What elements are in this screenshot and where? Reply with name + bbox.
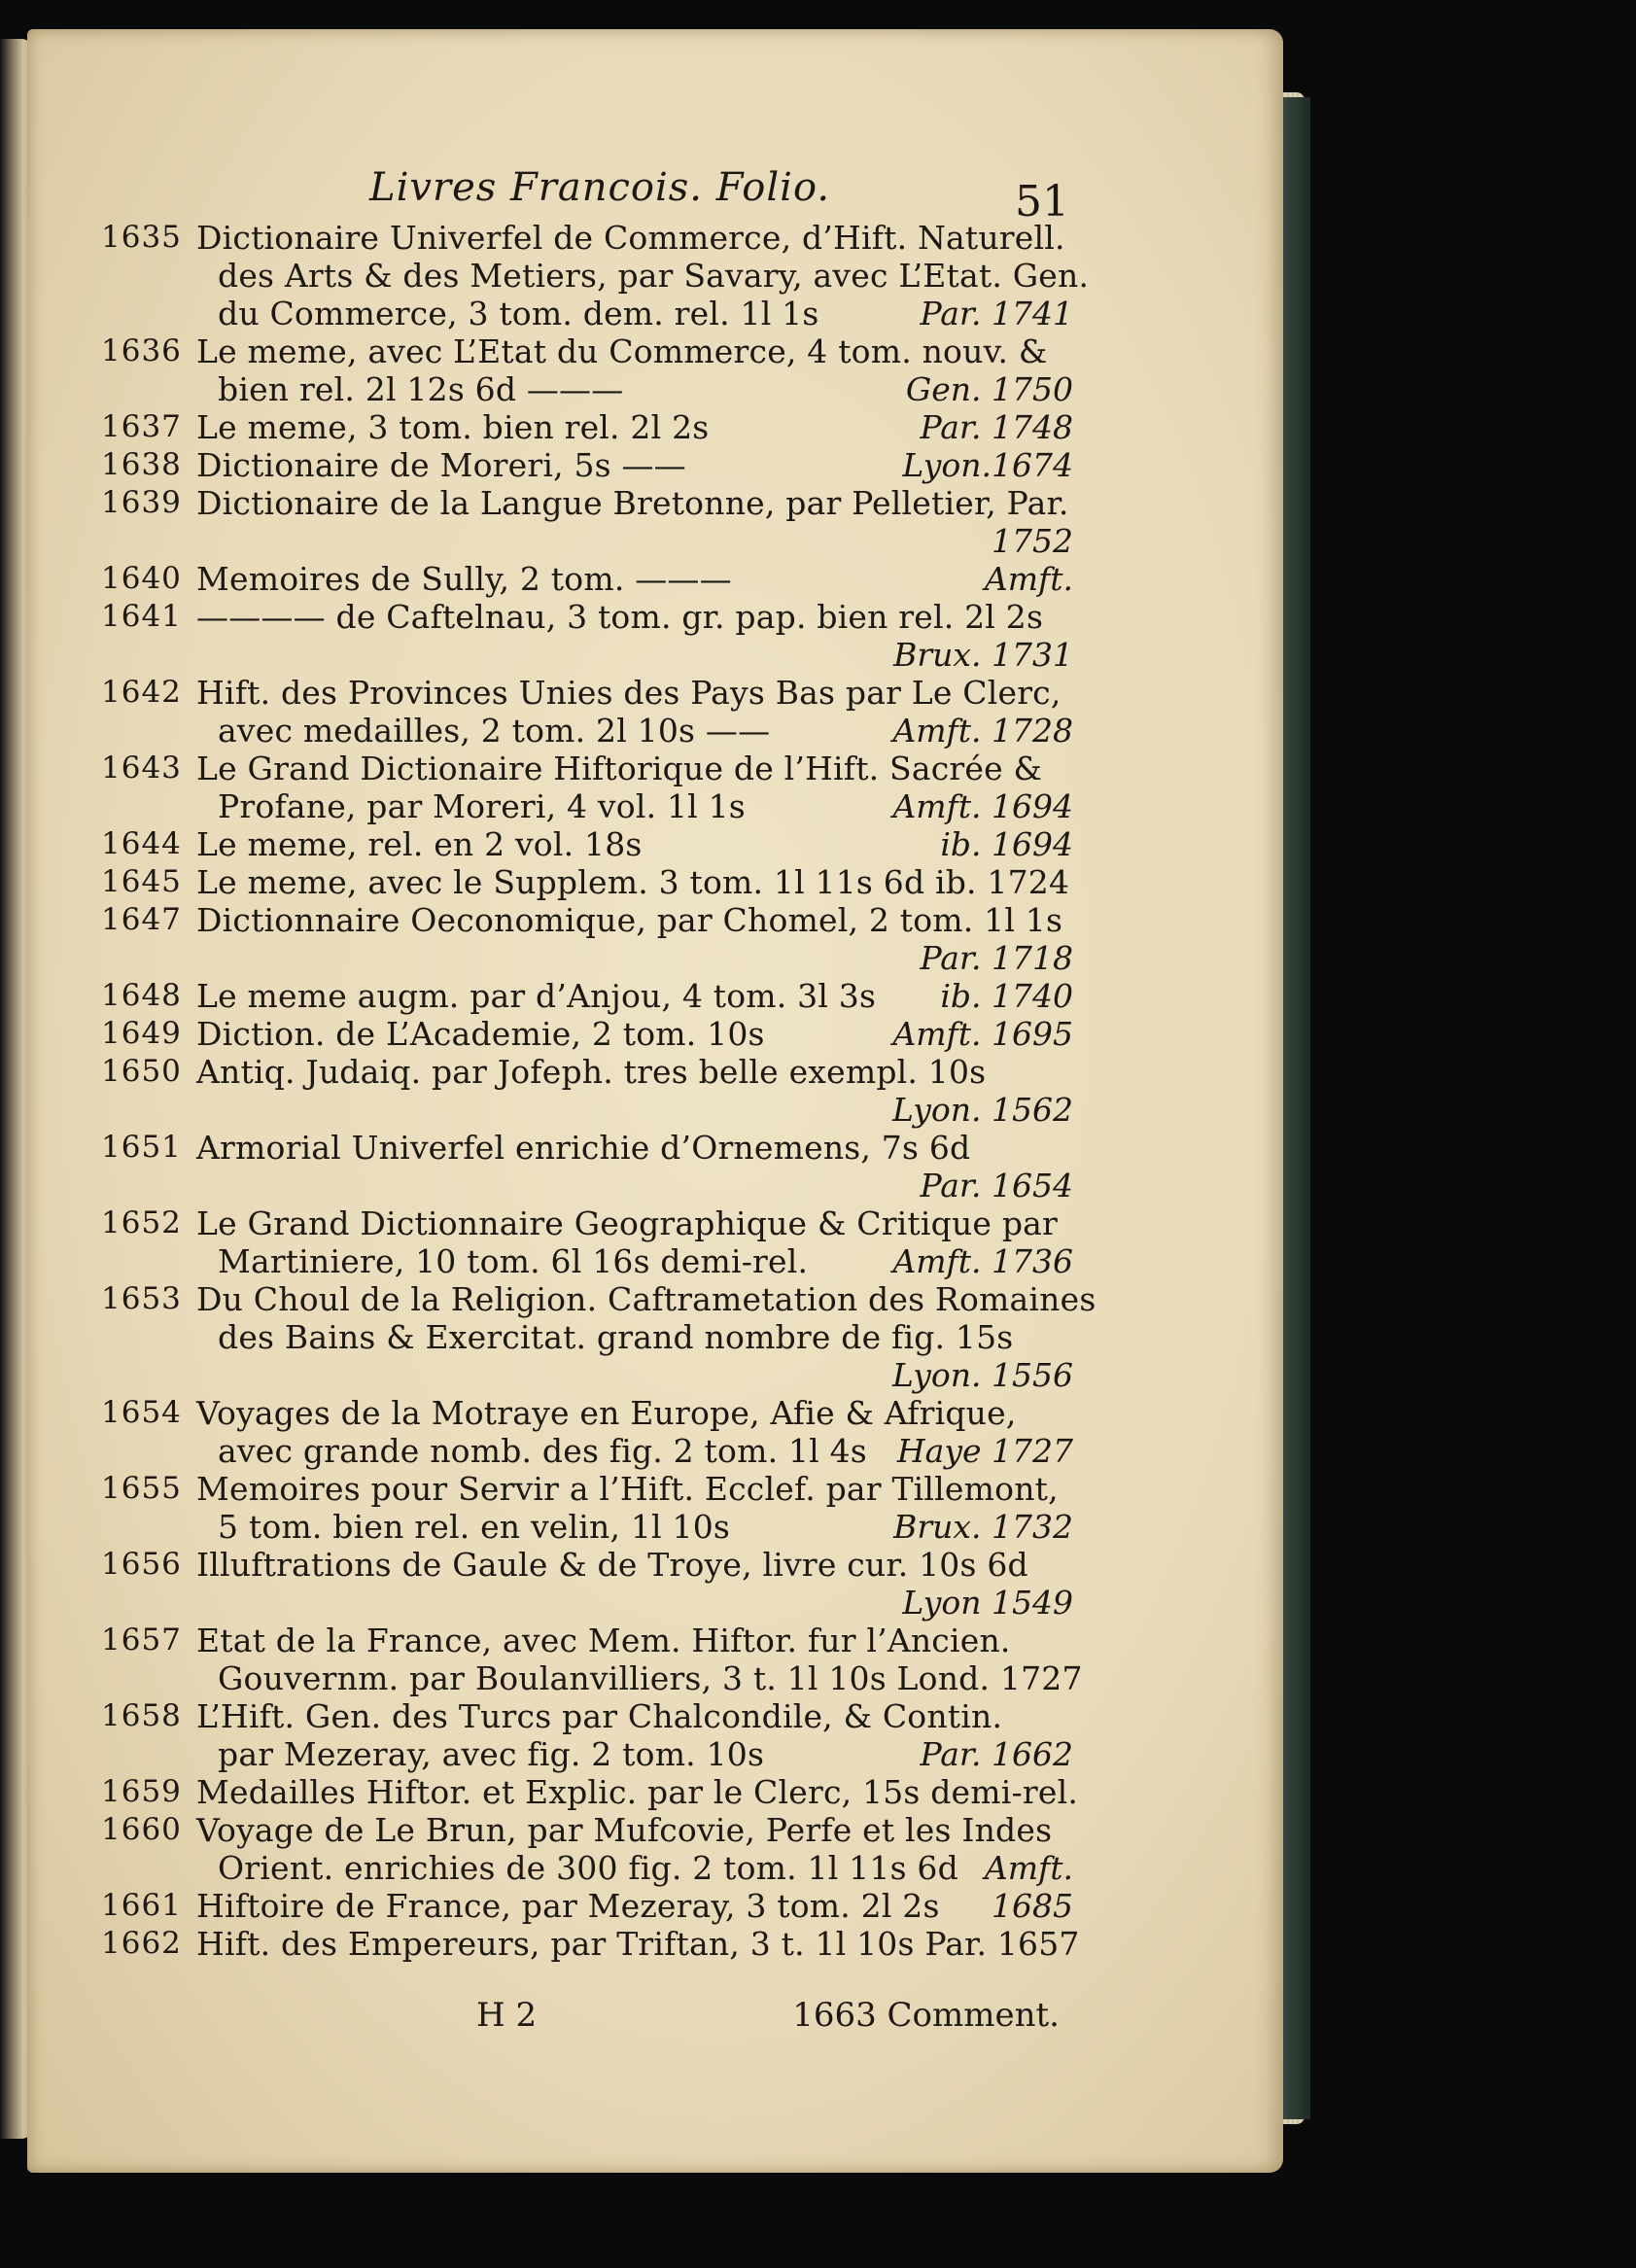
imprint-place-year: Amft. 1728: [892, 712, 1073, 750]
entry-text: du Commerce, 3 tom. dem. rel. 1l 1s: [218, 295, 819, 332]
entry-text: Le Grand Dictionaire Hiftorique de l’Hift. Sacrée &: [196, 750, 1043, 787]
catalogue-line: [101, 787, 1073, 825]
entry-text: Le meme, avec le Supplem. 3 tom. 1l 11s 6d ib. 1724: [196, 863, 1070, 901]
imprint-place-year: 1752: [992, 522, 1073, 560]
lot-number: 1650: [101, 1054, 182, 1089]
entry-text: Le meme augm. par d’Anjou, 4 tom. 3l 3s: [196, 977, 877, 1015]
catalogue-line: [101, 977, 1073, 1015]
catalogue-line: [101, 522, 1073, 560]
lot-number: 1641: [101, 599, 182, 634]
catalogue-line: [101, 1394, 1073, 1432]
catalogue-line: [101, 939, 1073, 977]
lot-number: 1636: [101, 333, 182, 368]
entry-text: Dictionaire Univerfel de Commerce, d’Hift. Naturell.: [196, 219, 1065, 257]
lot-number: 1645: [101, 864, 182, 899]
entry-text: Profane, par Moreri, 4 vol. 1l 1s: [218, 787, 746, 825]
entry-text: Diction. de L’Academie, 2 tom. 10s: [196, 1015, 765, 1053]
entry-text: Hift. des Empereurs, par Triftan, 3 t. 1l 10s Par. 1657: [196, 1925, 1080, 1963]
lot-number: 1644: [101, 826, 182, 861]
lot-number: 1657: [101, 1622, 182, 1657]
imprint-place-year: Amft. 1694: [892, 787, 1073, 825]
running-header: [369, 156, 1089, 227]
imprint-place-year: Par. 1718: [920, 939, 1073, 977]
catalogue-line: [101, 1735, 1073, 1773]
catalogue-line: [101, 257, 1090, 295]
catalogue-line: [101, 598, 1073, 636]
imprint-place-year: Brux. 1732: [893, 1508, 1073, 1546]
lot-number: 1651: [101, 1130, 182, 1165]
imprint-place-year: Lyon.1674: [902, 446, 1073, 484]
lot-number: 1656: [101, 1547, 182, 1582]
imprint-place-year: Amft.: [984, 560, 1073, 598]
entry-text: avec medailles, 2 tom. 2l 10s ——: [218, 712, 771, 750]
catalogue-line: [101, 1697, 1073, 1735]
lot-number: 1652: [101, 1205, 182, 1240]
entry-text: Memoires de Sully, 2 tom. ———: [196, 560, 732, 598]
catalogue-line: [101, 1849, 1073, 1887]
imprint-place-year: Amft. 1695: [892, 1015, 1073, 1053]
catalogue-line: [101, 1204, 1073, 1242]
entry-text: avec grande nomb. des fig. 2 tom. 1l 4s: [218, 1432, 867, 1470]
catalogue-line: [101, 674, 1073, 712]
catalogue-line: [101, 863, 1073, 901]
entry-text: bien rel. 2l 12s 6d ———: [218, 370, 624, 408]
entry-text: Le meme, rel. en 2 vol. 18s: [196, 825, 643, 863]
catalogue-line: [101, 1546, 1073, 1584]
entry-text: Dictionnaire Oeconomique, par Chomel, 2 tom. 1l 1s: [196, 901, 1063, 939]
catalogue-line: [101, 219, 1073, 257]
entry-text: Gouvernm. par Boulanvilliers, 3 t. 1l 10s Lond. 1727: [218, 1659, 1083, 1697]
catalogue-line: [101, 1053, 1073, 1091]
lot-number: 1653: [101, 1281, 182, 1316]
lot-number: 1637: [101, 409, 182, 444]
imprint-place-year: Par. 1748: [920, 408, 1073, 446]
catalogue-line: [101, 1432, 1073, 1470]
lot-number: 1649: [101, 1016, 182, 1051]
catalogue-line: [101, 1356, 1073, 1394]
catalogue-line: [101, 1925, 1080, 1963]
catalogue-line: [101, 446, 1073, 484]
lot-number: 1654: [101, 1395, 182, 1430]
catalogue-line: [101, 1470, 1073, 1508]
catalogue-line: [101, 1167, 1073, 1204]
lot-number: 1643: [101, 750, 182, 785]
catalogue-line: [101, 1280, 1096, 1318]
catalogue-line: [101, 1622, 1073, 1659]
catalogue-line: [101, 1508, 1073, 1546]
entry-text: par Mezeray, avec fig. 2 tom. 10s: [218, 1735, 765, 1773]
catalogue-line: [101, 825, 1073, 863]
entry-text: Orient. enrichies de 300 fig. 2 tom. 1l 11s 6d: [218, 1849, 958, 1887]
catalogue-line: [101, 1091, 1073, 1129]
entry-text: Du Choul de la Religion. Caftrametation des Romaines: [196, 1280, 1096, 1318]
lot-number: 1640: [101, 561, 182, 596]
entry-text: Medailles Hiftor. et Explic. par le Clerc, 15s demi-rel.: [196, 1773, 1079, 1811]
lot-number: 1648: [101, 978, 182, 1013]
catalogue-line: [101, 1584, 1073, 1622]
lot-number: 1642: [101, 675, 182, 710]
catalogue-line: [101, 636, 1073, 674]
entry-text: Le meme, 3 tom. bien rel. 2l 2s: [196, 408, 710, 446]
catalogue-entries: [101, 219, 1096, 1963]
entry-text: 5 tom. bien rel. en velin, 1l 10s: [218, 1508, 731, 1546]
catalogue-line: [101, 408, 1073, 446]
imprint-place-year: Par. 1741: [920, 295, 1073, 332]
lot-number: 1638: [101, 447, 182, 482]
imprint-place-year: Lyon. 1562: [891, 1091, 1073, 1129]
imprint-place-year: Gen. 1750: [905, 370, 1073, 408]
entry-text: Le meme, avec L’Etat du Commerce, 4 tom. nouv. &: [196, 332, 1048, 370]
imprint-place-year: Haye 1727: [896, 1432, 1073, 1470]
catalogue-line: [101, 1015, 1073, 1053]
imprint-place-year: ib. 1740: [940, 977, 1073, 1015]
imprint-place-year: Amft. 1736: [892, 1242, 1073, 1280]
entry-text: L’Hift. Gen. des Turcs par Chalcondile, & Contin.: [196, 1697, 1003, 1735]
entry-text: Le Grand Dictionnaire Geographique & Critique par: [196, 1204, 1059, 1242]
signature-mark: H 2: [476, 1996, 538, 2035]
lot-number: 1655: [101, 1471, 182, 1506]
catalogue-line: [101, 1242, 1073, 1280]
header-title: Livres Francois. Folio.: [369, 165, 831, 210]
imprint-place-year: Par. 1662: [920, 1735, 1073, 1773]
entry-text: Voyages de la Motraye en Europe, Afie & Afrique,: [196, 1394, 1017, 1432]
imprint-place-year: Amft.: [984, 1849, 1073, 1887]
catalogue-line: [101, 1318, 1073, 1356]
catalogue-line: [101, 901, 1073, 939]
entry-text: des Bains & Exercitat. grand nombre de fig. 15s: [218, 1318, 1014, 1356]
catalogue-line: [101, 1811, 1073, 1849]
imprint-place-year: 1685: [992, 1887, 1073, 1925]
lot-number: 1661: [101, 1888, 182, 1923]
page-footer: [476, 1996, 1060, 2044]
catalogue-line: [101, 750, 1073, 787]
entry-text: Martiniere, 10 tom. 6l 16s demi-rel.: [218, 1242, 809, 1280]
catalogue-line: [101, 712, 1073, 750]
catchword: 1663 Comment.: [792, 1996, 1060, 2035]
lot-number: 1660: [101, 1812, 182, 1847]
imprint-place-year: ib. 1694: [940, 825, 1073, 863]
imprint-place-year: Lyon. 1556: [891, 1356, 1073, 1394]
catalogue-line: [101, 370, 1073, 408]
entry-text: Etat de la France, avec Mem. Hiftor. fur l’Ancien.: [196, 1622, 1011, 1659]
entry-text: des Arts & des Metiers, par Savary, avec L’Etat. Gen.: [218, 257, 1090, 295]
entry-text: Voyage de Le Brun, par Mufcovie, Perfe et les Indes: [196, 1811, 1053, 1849]
lot-number: 1659: [101, 1774, 182, 1809]
catalogue-line: [101, 1129, 1073, 1167]
catalogue-line: [101, 484, 1073, 522]
catalogue-line: [101, 560, 1073, 598]
entry-text: Memoires pour Servir a l’Hift. Ecclef. par Tillemont,: [196, 1470, 1059, 1508]
entry-text: Dictionaire de la Langue Bretonne, par Pelletier, Par.: [196, 484, 1069, 522]
lot-number: 1635: [101, 220, 182, 255]
lot-number: 1658: [101, 1698, 182, 1733]
lot-number: 1662: [101, 1926, 182, 1961]
lot-number: 1639: [101, 485, 182, 520]
entry-text: Armorial Univerfel enrichie d’Ornemens, 7s 6d: [196, 1129, 971, 1167]
imprint-place-year: Lyon 1549: [902, 1584, 1073, 1622]
entry-text: ———— de Caftelnau, 3 tom. gr. pap. bien rel. 2l 2s: [196, 598, 1044, 636]
entry-text: Hiftoire de France, par Mezeray, 3 tom. 2l 2s: [196, 1887, 940, 1925]
catalogue-line: [101, 1659, 1083, 1697]
page-number: 51: [1015, 177, 1069, 227]
entry-text: Illuftrations de Gaule & de Troye, livre cur. 10s 6d: [196, 1546, 1028, 1584]
entry-text: Hift. des Provinces Unies des Pays Bas par Le Clerc,: [196, 674, 1062, 712]
imprint-place-year: Brux. 1731: [893, 636, 1073, 674]
catalogue-line: [101, 295, 1073, 332]
entry-text: Antiq. Judaiq. par Jofeph. tres belle exempl. 10s: [196, 1053, 987, 1091]
imprint-place-year: Par. 1654: [920, 1167, 1073, 1204]
book-cover-board: [1281, 97, 1310, 2119]
catalogue-line: [101, 332, 1073, 370]
lot-number: 1647: [101, 902, 182, 937]
catalogue-line: [101, 1887, 1073, 1925]
entry-text: Dictionaire de Moreri, 5s ——: [196, 446, 686, 484]
catalogue-line: [101, 1773, 1079, 1811]
